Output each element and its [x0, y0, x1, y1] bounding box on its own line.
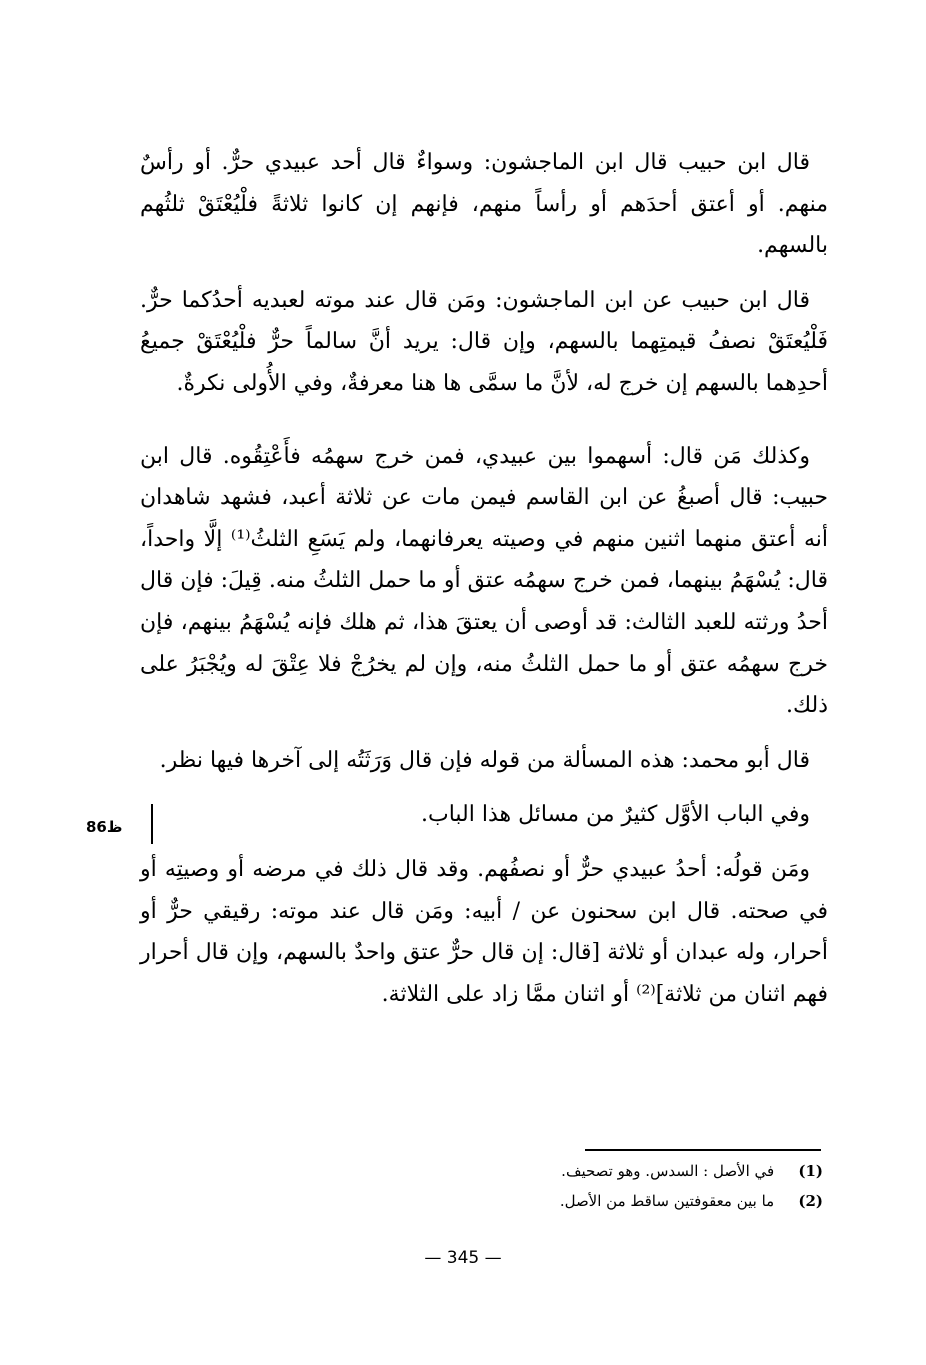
paragraph-5: وفي الباب الأوَّل كثيرٌ من مسائل هذا الباب.: [420, 802, 810, 828]
paragraph-2: قال ابن حبيب عن ابن الماجشون: ومَن قال عند موته لعبديه أحدُكما حرٌّ. فَلْيُعتَقْ نصفُ قيمتِهما بالسهم، وإن قال: يريد أنَّ سالماً حرٌّ فلْيُعْتَقْ جميعُ أحدِهما بالسهم إن خرج له، لأنَّ ما سمَّى ها هنا معرفةٌ، وفي الأُولى نكرةٌ.: [140, 287, 828, 396]
paragraph-3: وكذلك مَن قال: أسهموا بين عبيدي، فمن خرج سهمُه فأَعْتِقُوه. قال ابن حبيب: قال أصبغُ عن ابن القاسم فيمن مات عن ثلاثة أعبد، فشهد شاهدان أنه أعتق منهما اثنين منهم في وصيته يعرفانهما، ولم يَسَعِ الثلثُ⁽¹⁾ إلَّا واحداً، قال: يُسْهَمُ بينهما، فمن خرج سهمُه عتق أو ما حمل الثلثُ منه. قِيلَ: فإن قال أحدُ ورثته للعبد الثالث: قد أوصى أن يعتقَ هذا، ثم هلك فإنه يُسْهَمُ بينهم، فإن خرج سهمُه عتق أو ما حمل الثلثُ منه، وإن لم يخرُجْ فلا عِتْقَ له ويُجْبَرُ على ذلك.: [140, 443, 828, 719]
footnote-number: (1): [798, 1162, 823, 1180]
footnote-2: [420, 1186, 823, 1216]
main-text: [140, 142, 828, 1015]
paragraph-6: ومَن قولُه: أحدُ عبيدي حرٌّ أو نصفُهم. وقد قال ذلك في مرضه أو وصيتِه أو في صحته. قال ابن سحنون عن / أبيه: ومَن قال عند موته: رقيقي حرٌّ أو أحرار، وله عبدان أو ثلاثة [قال: إن قال حرٌّ عتق واحدٌ بالسهم، وإن قال أحرار فهم اثنان من ثلاثة]⁽²⁾ أو اثنان ممَّا زاد على الثلاثة.: [140, 856, 828, 1007]
footnote-text: ما بين معقوفتين ساقط من الأصل.: [559, 1192, 775, 1210]
footnotes: [420, 1156, 823, 1216]
page-number: — 345 —: [424, 1248, 502, 1268]
paragraph-1: قال ابن حبيب قال ابن الماجشون: وسواءٌ قال أحد عبيدي حرٌّ. أو رأسٌ منهم. أو أعتق أحدَهم أو رأساً منهم، فإنهم إن كانوا ثلاثةً فلْيُعْتَقْ ثلثُهم بالسهم.: [140, 150, 828, 259]
margin-marker-bar: [151, 804, 153, 844]
paragraph-4: قال أبو محمد: هذه المسألة من قوله فإن قال وَرَثَتُه إلى آخرها فيها نظر.: [159, 747, 810, 773]
footnote-1: [420, 1156, 823, 1186]
footnote-divider: [585, 1149, 821, 1151]
manuscript-folio-note: ظ86: [86, 818, 123, 836]
footnote-number: (2): [798, 1192, 823, 1210]
footnote-text: في الأصل : السدس. وهو تصحيف.: [561, 1162, 775, 1180]
